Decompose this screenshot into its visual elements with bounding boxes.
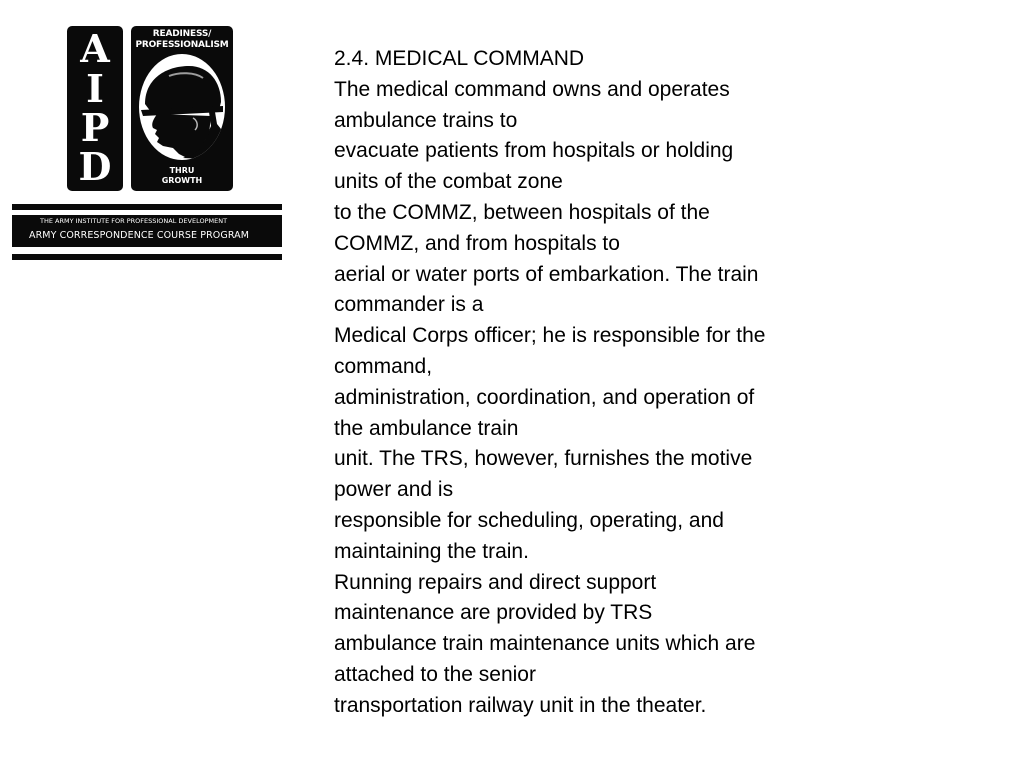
section-heading: 2.4. MEDICAL COMMAND bbox=[334, 47, 585, 70]
motto-bottom-line-2: GROWTH bbox=[161, 176, 203, 185]
body-line: Running repairs and direct support bbox=[334, 570, 657, 594]
logo-letter-a: A bbox=[80, 26, 110, 71]
soldier-helmet-icon bbox=[139, 54, 225, 160]
body-line: Medical Corps officer; he is responsible for the bbox=[334, 324, 766, 348]
aipd-badge bbox=[67, 26, 233, 191]
body-line: power and is bbox=[334, 478, 454, 502]
body-line: maintenance are provided by TRS bbox=[334, 601, 653, 625]
body-line: attached to the senior bbox=[334, 662, 536, 686]
body-line: command, bbox=[334, 354, 433, 378]
motto-bottom-line-1: THRU bbox=[169, 166, 195, 175]
body-line: transportation railway unit in the theater. bbox=[334, 693, 707, 717]
banner-institute-text: THE ARMY INSTITUTE FOR PROFESSIONAL DEVELOPMENT bbox=[40, 217, 228, 225]
body-line: unit. The TRS, however, furnishes the motive bbox=[334, 447, 753, 471]
helmet-emblem-panel bbox=[131, 26, 233, 191]
aipd-letters-panel bbox=[67, 26, 123, 191]
body-line: units of the combat zone bbox=[334, 170, 563, 194]
banner-rule-bottom bbox=[12, 254, 282, 260]
aipd-logo bbox=[12, 26, 282, 262]
body-line: ambulance trains to bbox=[334, 108, 518, 132]
body-line: evacuate patients from hospitals or holding bbox=[334, 139, 734, 163]
body-line: administration, coordination, and operation of bbox=[334, 385, 755, 409]
body-line: The medical command owns and operates bbox=[334, 77, 730, 101]
body-line: the ambulance train bbox=[334, 416, 519, 440]
motto-top-line-2: PROFESSIONALISM bbox=[135, 40, 229, 50]
body-line: maintaining the train. bbox=[334, 539, 529, 563]
program-banner bbox=[12, 202, 282, 262]
banner-rule-top bbox=[12, 204, 282, 210]
logo-letter-i: I bbox=[86, 66, 104, 111]
motto-top-line-1: READINESS/ bbox=[152, 29, 212, 39]
logo-letter-d: D bbox=[78, 144, 112, 189]
body-line: responsible for scheduling, operating, and bbox=[334, 508, 724, 532]
body-line: ambulance train maintenance units which are bbox=[334, 632, 756, 656]
logo-letter-p: P bbox=[80, 105, 110, 150]
motto-bottom bbox=[131, 166, 233, 186]
body-line: to the COMMZ, between hospitals of the bbox=[334, 200, 710, 224]
body-line: commander is a bbox=[334, 293, 484, 317]
body-line: COMMZ, and from hospitals to bbox=[334, 231, 620, 255]
body-line: aerial or water ports of embarkation. The train bbox=[334, 262, 759, 286]
document-body bbox=[334, 44, 834, 722]
motto-top bbox=[131, 29, 233, 51]
banner-program-text: ARMY CORRESPONDENCE COURSE PROGRAM bbox=[29, 230, 250, 241]
